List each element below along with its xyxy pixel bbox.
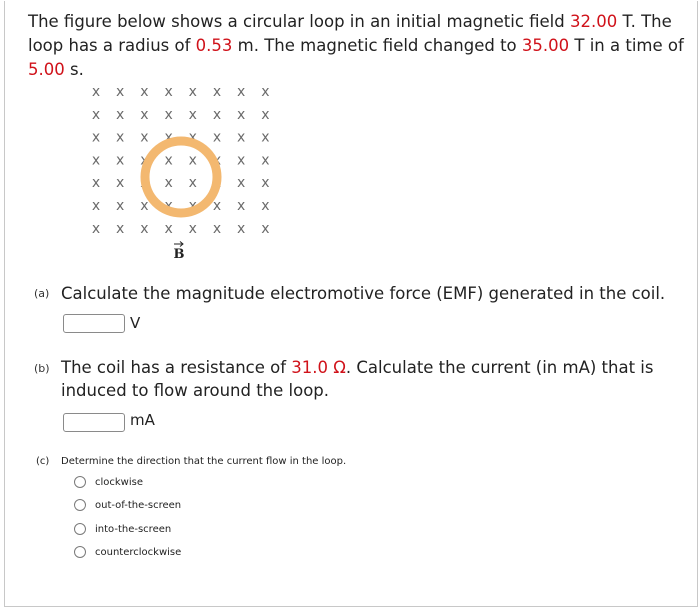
field-cross-icon: x: [91, 106, 101, 123]
field-cross-icon: x: [261, 84, 270, 100]
field-cross-icon: x: [116, 129, 125, 146]
field-cross-icon: x: [237, 220, 246, 237]
field-cross-icon: x: [188, 129, 197, 146]
field-cross-icon: x: [237, 198, 246, 214]
field-cross-icon: x: [91, 129, 101, 146]
field-cross-icon: x: [188, 152, 197, 169]
field-cross-icon: x: [212, 129, 222, 146]
field-cross-icon: x: [212, 106, 222, 123]
initial-field-value: 32.00: [570, 12, 618, 31]
part-c-question: Determine the direction that the current flow in the loop.: [61, 456, 347, 467]
field-cross-icon: x: [116, 220, 125, 237]
field-cross-icon: x: [164, 220, 173, 237]
field-cross-icon: x: [261, 152, 270, 169]
field-cross-icon: x: [261, 129, 270, 146]
field-cross-icon: x: [212, 175, 222, 192]
option-counterclockwise[interactable]: [74, 544, 181, 560]
field-cross-icon: x: [116, 84, 125, 100]
field-cross-icon: x: [91, 175, 101, 192]
option-label: counterclockwise: [95, 546, 182, 558]
field-cross-icon: x: [188, 175, 197, 192]
radio-out-of-the-screen[interactable]: [74, 499, 86, 511]
field-cross-icon: x: [116, 198, 125, 214]
field-cross-icon: x: [140, 152, 149, 169]
field-cross-icon: x: [261, 106, 270, 123]
field-cross-icon: x: [116, 175, 125, 192]
field-label-b: B: [173, 247, 185, 262]
field-cross-icon: x: [261, 175, 270, 192]
field-cross-icon: x: [140, 198, 149, 214]
option-label: out-of-the-screen: [95, 499, 182, 511]
time-value: 5.00: [28, 60, 65, 79]
radio-counterclockwise[interactable]: [74, 546, 86, 558]
field-cross-icon: x: [212, 84, 222, 100]
field-cross-icon: x: [91, 152, 101, 169]
field-cross-icon: x: [237, 84, 246, 100]
field-cross-icon: x: [140, 129, 149, 146]
vector-arrow-icon: [174, 242, 183, 247]
radio-clockwise[interactable]: [74, 476, 86, 488]
option-into-the-screen[interactable]: [74, 521, 171, 537]
current-answer-input[interactable]: [63, 413, 125, 432]
part-a-label: (a): [34, 287, 50, 300]
field-cross-icon: x: [188, 106, 197, 123]
field-cross-icon: x: [140, 220, 149, 237]
part-a-question: Calculate the magnitude electromotive force (EMF) generated in the coil.: [61, 284, 666, 303]
field-cross-icon: x: [91, 84, 101, 100]
problem-statement: The figure below shows a circular loop in an initial magnetic field 32.00 T. The loop has a radius of 0.53 m. The magnetic field changed to 35.00 T in a time of 5.00 s.: [28, 12, 684, 79]
field-cross-icon: x: [212, 220, 222, 237]
field-cross-icon: x: [212, 198, 222, 214]
field-cross-icon: x: [116, 106, 125, 123]
field-cross-icon: x: [237, 152, 246, 169]
option-out-of-the-screen[interactable]: [74, 497, 181, 513]
field-cross-icon: x: [188, 220, 197, 237]
magnetic-field-figure: [86, 84, 276, 264]
current-loop: [145, 141, 217, 213]
part-c-label: (c): [36, 456, 50, 467]
field-cross-icon: x: [140, 106, 149, 123]
field-cross-icon: x: [140, 175, 149, 192]
part-b-label: (b): [34, 362, 50, 375]
radius-value: 0.53: [195, 36, 233, 55]
field-cross-icon: x: [212, 152, 222, 169]
emf-answer-input[interactable]: [63, 314, 125, 333]
field-cross-icon: x: [140, 84, 149, 100]
field-cross-icon: x: [188, 198, 197, 214]
field-cross-icon: x: [237, 175, 246, 192]
field-cross-icon: x: [164, 175, 173, 192]
field-cross-icon: x: [164, 198, 173, 214]
field-cross-icon: x: [237, 106, 246, 123]
part-b-question: The coil has a resistance of 31.0 Ω. Calculate the current (in mA) that is induced to flow around the loop.: [61, 358, 654, 400]
current-unit: mA: [130, 411, 155, 429]
field-cross-icon: x: [116, 152, 125, 169]
field-cross-icon: x: [237, 129, 246, 146]
field-cross-icon: x: [91, 220, 101, 237]
field-cross-icon: x: [164, 152, 173, 169]
emf-unit: V: [130, 314, 141, 332]
option-label: clockwise: [95, 476, 144, 488]
final-field-value: 35.00: [521, 36, 570, 55]
option-clockwise[interactable]: [74, 474, 143, 490]
field-cross-icon: x: [261, 220, 270, 237]
field-cross-icon: x: [188, 84, 197, 100]
field-cross-icon: x: [91, 198, 101, 214]
field-cross-icon: x: [164, 84, 173, 100]
field-cross-icon: x: [261, 198, 270, 214]
resistance-value: 31.0 Ω: [291, 358, 346, 377]
radio-into-the-screen[interactable]: [74, 523, 86, 535]
field-cross-icon: x: [164, 129, 173, 146]
field-cross-icon: x: [164, 106, 173, 123]
option-label: into-the-screen: [95, 523, 172, 535]
